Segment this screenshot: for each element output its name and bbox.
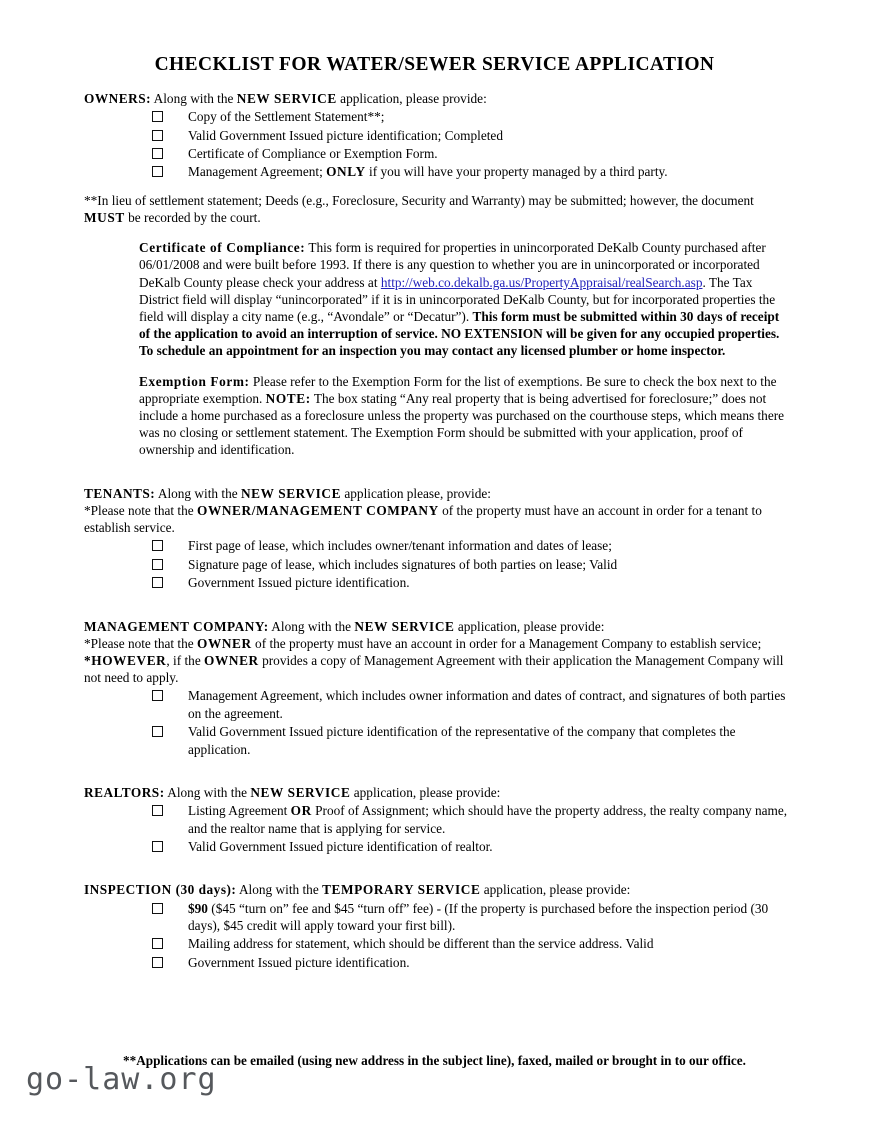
list-item-label-post: ($45 “turn on” fee and $45 “turn off” fee) - (If the property is purchased before the inspection period (30 days), $45 credit will apply toward your first bill).: [188, 900, 769, 933]
certificate-paragraph: [139, 239, 790, 359]
owners-intro-before: Along with the: [151, 91, 237, 106]
list-item-label: Management Agreement, which includes owner information and dates of contract, and signatures of both parties on the agreement.: [188, 688, 786, 721]
inspection-checklist: [84, 900, 790, 972]
management-note-1: [84, 635, 790, 652]
management-intro: [84, 618, 790, 635]
list-item-label: Valid Government Issued picture identification of the representative of the company that completes the application.: [188, 724, 736, 757]
lieu-note-part2: be recorded by the court.: [124, 210, 261, 226]
list-item-label: Valid Government Issued picture identification; Completed: [188, 127, 503, 143]
inspection-heading: INSPECTION (30 days):: [84, 882, 237, 898]
document-body: [84, 90, 790, 971]
checkbox-icon[interactable]: [152, 938, 163, 949]
certificate-text1: This form is required for properties in unincorporated DeKalb County purchased after 06/01/2008 and were built before 1993. If there is any question to whether you are in unincorporated or incorporated DeKalb County please check your address at: [139, 240, 766, 290]
management-checklist: [84, 687, 790, 758]
list-item[interactable]: [152, 127, 790, 144]
owners-checklist: [84, 108, 790, 181]
checkbox-icon[interactable]: [152, 559, 163, 570]
checkbox-icon[interactable]: [152, 577, 163, 588]
owners-intro: [84, 90, 790, 107]
checkbox-icon[interactable]: [152, 805, 163, 816]
footer-note: **Applications can be emailed (using new address in the subject line), faxed, mailed or brought in to our office.: [123, 1053, 746, 1068]
list-item-label-post: Proof of Assignment; which should have the property address, the realty company name, and the realtor name that is applying for service.: [188, 803, 788, 836]
list-item-label: Valid Government Issued picture identification of realtor.: [188, 838, 493, 854]
checkbox-icon[interactable]: [152, 130, 163, 141]
exemption-text1: Please refer to the Exemption Form for the list of exemptions. Be sure to check the box next to the appropriate exemption.: [139, 373, 777, 406]
tenants-heading: TENANTS:: [84, 485, 156, 501]
checkbox-icon[interactable]: [152, 957, 163, 968]
realtors-checklist: [84, 802, 790, 855]
tenants-intro: [84, 485, 790, 502]
list-item-label-bold: ONLY: [326, 164, 366, 180]
tenants-intro-after: application please, provide:: [341, 485, 491, 501]
certificate-block: [139, 239, 790, 359]
checkbox-icon[interactable]: [152, 903, 163, 914]
exemption-text2: The box stating “Any real property that is being advertised for foreclosure;” does not include a home purchased as a foreclosure unless the property was purchased on the courthouse steps, which means there was no closing or settlement statement. The Exemption Form should be submitted with your application, proof of ownership and identification.: [139, 390, 785, 458]
list-item-label-bold: $90: [188, 900, 208, 916]
checkbox-icon[interactable]: [152, 726, 163, 737]
realtors-intro-bold: NEW SERVICE: [250, 784, 351, 800]
inspection-intro-bold: TEMPORARY SERVICE: [322, 882, 481, 898]
list-item-label-bold: OR: [290, 803, 312, 819]
list-item-label: Mailing address for statement, which should be different than the service address. Valid: [188, 936, 654, 952]
lieu-note-bold: MUST: [84, 210, 125, 226]
inspection-intro: [84, 881, 790, 898]
lieu-note-part1: **In lieu of settlement statement; Deeds (e.g., Foreclosure, Security and Warranty) may be submitted; however, the document: [84, 192, 754, 208]
tenants-checklist: [84, 537, 790, 591]
list-item[interactable]: [152, 145, 790, 162]
management-note1-pre: *Please note that the: [84, 635, 197, 651]
tenants-note-post: of the property must have an account in order for a tenant to establish service.: [84, 502, 762, 536]
property-appraisal-link[interactable]: http://web.co.dekalb.ga.us/PropertyAppraisal/realSearch.asp: [380, 274, 703, 290]
checkbox-icon[interactable]: [152, 111, 163, 122]
certificate-bold-text: This form must be submitted within 30 days of receipt of the application to avoid an interruption of service. NO EXTENSION will be given for any occupied properties. To schedule an appointment for an inspection you may contact any licensed plumber or home inspector.: [139, 309, 780, 359]
exemption-paragraph: [139, 373, 790, 459]
management-intro-after: application, please provide:: [454, 618, 605, 634]
management-heading: MANAGEMENT COMPANY:: [84, 618, 269, 634]
management-note2-post: provides a copy of Management Agreement with their application the Management Company will not need to apply.: [84, 652, 784, 686]
realtors-intro-before: Along with the: [164, 784, 251, 800]
realtors-heading: REALTORS:: [84, 784, 165, 800]
management-intro-before: Along with the: [268, 618, 355, 634]
list-item[interactable]: [152, 900, 790, 935]
spacer: [84, 855, 790, 881]
checkbox-icon[interactable]: [152, 540, 163, 551]
certificate-text2: . The Tax District field will display “unincorporated” if it is in unincorporated DeKalb County, but for incorporated properties the field will display a city name (e.g., “Avondale” or “Decatur”).: [139, 274, 776, 325]
tenants-intro-bold: NEW SERVICE: [240, 485, 342, 501]
checkbox-icon[interactable]: [152, 148, 163, 159]
management-note2-bold2: OWNER: [204, 652, 259, 668]
owners-heading: OWNERS:: [84, 91, 152, 106]
list-item[interactable]: [152, 954, 790, 971]
spacer: [84, 758, 790, 784]
checkbox-icon[interactable]: [152, 690, 163, 701]
list-item[interactable]: [152, 163, 790, 180]
tenants-intro-before: Along with the: [155, 485, 241, 501]
realtors-intro-after: application, please provide:: [350, 784, 501, 800]
owners-intro-after: application, please provide:: [336, 91, 487, 106]
management-note1-post: of the property must have an account in order for a Management Company to establish service;: [251, 635, 762, 651]
list-item[interactable]: [152, 935, 790, 952]
inspection-intro-before: Along with the: [236, 882, 323, 898]
list-item-label-post: if you will have your property managed by a third party.: [365, 164, 668, 180]
checkbox-icon[interactable]: [152, 841, 163, 852]
list-item[interactable]: [152, 687, 790, 722]
watermark: go-law.org: [26, 1062, 217, 1097]
inspection-intro-after: application, please provide:: [480, 882, 631, 898]
list-item-label: Government Issued picture identification.: [188, 954, 410, 970]
list-item[interactable]: [152, 838, 790, 855]
page-title: CHECKLIST FOR WATER/SEWER SERVICE APPLICATION: [154, 54, 715, 75]
list-item[interactable]: [152, 802, 790, 837]
list-item-label: Government Issued picture identification.: [188, 575, 410, 591]
management-note-2: [84, 652, 790, 686]
list-item-label-pre: Listing Agreement: [188, 803, 291, 819]
tenants-note-pre: *Please note that the: [84, 502, 197, 518]
tenants-note: [84, 502, 790, 536]
spacer: [84, 459, 790, 485]
list-item[interactable]: [152, 537, 790, 554]
management-note1-bold: OWNER: [197, 635, 252, 651]
list-item[interactable]: [152, 723, 790, 758]
exemption-block: [139, 373, 790, 459]
realtors-intro: [84, 784, 790, 801]
exemption-note-label: NOTE:: [265, 390, 311, 406]
list-item[interactable]: [152, 108, 790, 125]
list-item-label: First page of lease, which includes owner/tenant information and dates of lease;: [188, 538, 612, 554]
spacer: [84, 592, 790, 618]
management-note2-bold1: *HOWEVER: [84, 652, 167, 668]
list-item-label: Signature page of lease, which includes signatures of both parties on lease; Valid: [188, 556, 618, 572]
management-intro-bold: NEW SERVICE: [354, 618, 455, 634]
list-item[interactable]: [152, 556, 790, 573]
list-item-label-pre: Management Agreement;: [188, 164, 327, 180]
owners-intro-bold: NEW SERVICE: [236, 91, 337, 106]
checkbox-icon[interactable]: [152, 166, 163, 177]
certificate-label: Certificate of Compliance:: [139, 240, 306, 256]
exemption-label: Exemption Form:: [139, 373, 250, 389]
list-item-label: Certificate of Compliance or Exemption Form.: [188, 146, 438, 162]
management-note2-mid: , if the: [166, 652, 205, 668]
lieu-note: [84, 192, 790, 226]
list-item-label: Copy of the Settlement Statement**;: [188, 109, 385, 125]
list-item[interactable]: [152, 574, 790, 591]
tenants-note-bold: OWNER/MANAGEMENT COMPANY: [197, 502, 439, 518]
